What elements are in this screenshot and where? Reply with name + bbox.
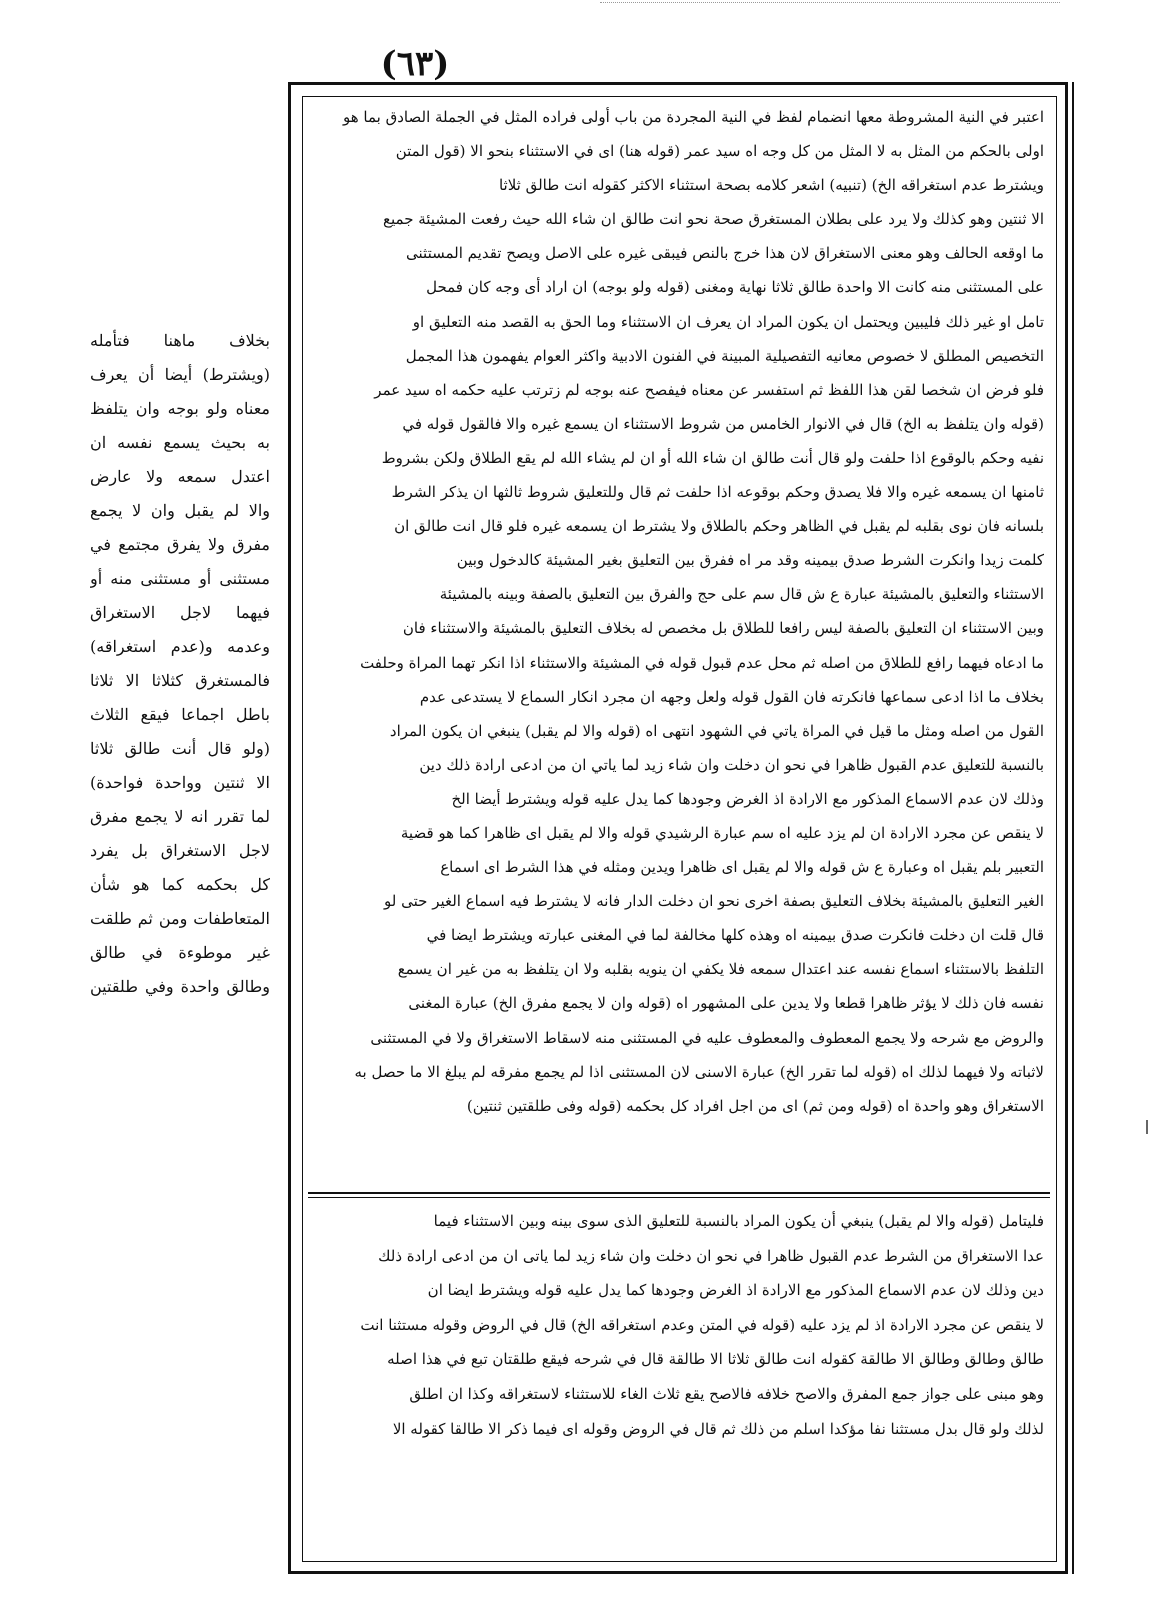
footnote-line: لذلك ولو قال بدل مستثنا نفا مؤكدا اسلم من ذلك ثم قال في الروض وقوله اى فيما ذكر الا طالقا كقوله الا <box>392 1419 1044 1438</box>
margin-line: كل بحكمه كما هو شأن <box>90 875 270 894</box>
commentary-line: بلسانه فان نوى بقلبه لم يقبل في الظاهر وحكم بالطلاق ولا يشترط ان يسمعه غيره فلو قال انت طالق ان <box>394 517 1044 536</box>
margin-line: معناه ولو بوجه وان يتلفظ <box>90 399 270 418</box>
margin-line: باطل اجماعا فيقع الثلاث <box>90 705 270 724</box>
commentary-line: ثامنها ان يسمعه غيره والا فلا يصدق وحكم بوقوعه اذا حلفت ثم قال وللتعليق شروط ثالثها ان يذكر الشرط <box>391 483 1044 502</box>
commentary-line: فلو فرض ان شخصا لقن هذا اللفظ ثم استفسر عن معناه فيفصح عنه بوجه لم زترتب عليه حكمه اه سيد عمر <box>374 380 1044 399</box>
commentary-line: الاستغراق وهو واحدة اه (قوله ومن ثم) اى من اجل افراد كل بحكمه (قوله وفى طلقتين ثنتين) <box>466 1096 1044 1115</box>
margin-line: اعتدل سمعه ولا عارض <box>90 467 270 486</box>
margin-line: لما تقرر انه لا يجمع مفرق <box>90 807 270 826</box>
margin-line: والا لم يقبل وان لا يجمع <box>90 501 270 520</box>
margin-line: (ولو قال أنت طالق ثلاثا <box>90 739 270 758</box>
commentary-line: بالنسبة للتعليق عدم القبول ظاهرا في نحو ان دخلت وان شاء زيد لما ياتي ان من ادعى ارادة ذلك دين <box>419 755 1044 774</box>
commentary-line: كلمت زيدا وانكرت الشرط صدق بيمينه وقد مر اه ففرق بين التعليق بغير المشيئة كالدخول وبين <box>456 551 1044 570</box>
margin-line: (ويشترط) أيضا أن يعرف <box>90 365 270 384</box>
commentary-line: ما اوقعه الحالف وهو معنى الاستغراق لان هذا خرج بالنص فيبقى غيره على الاصل ويصح تقديم المستثنى <box>406 244 1044 263</box>
margin-line: وعدمه و(عدم استغراقه) <box>90 637 270 656</box>
margin-line: المتعاطفات ومن ثم طلقت <box>90 909 270 928</box>
margin-matn-text <box>90 324 270 1204</box>
margin-line: فيهما لاجل الاستغراق <box>90 603 270 622</box>
scan-artifact <box>600 2 1060 11</box>
commentary-line: بخلاف ما اذا ادعى سماعها فانكرته فان القول قوله ولعل وجهه ان مجرد انكار السماع لا يستدعى عدم <box>419 687 1044 706</box>
commentary-line: ما ادعاه فيهما رافع للطلاق من اصله ثم محل عدم قبول قوله في المشيئة والاستثناء اذا انكر تهما المراة وحلفت <box>360 653 1044 672</box>
commentary-line: ويشترط عدم استغراقه الخ) (تنبيه) اشعر كلامه بصحة استثناء الاكثر كقوله انت طالق ثلاثا <box>498 176 1044 195</box>
commentary-line: وبين الاستثناء ان التعليق بالصفة ليس رافعا للطلاق بل مخصص له بخلاف التعليق بالمشيئة والاستثناء فان <box>402 619 1044 638</box>
footnote-line: طالق وطالق وطالق الا طالقة كقوله انت طالق ثلاثا الا طالقة قال في شرحه فيقع طلقتان تبع في هذا اصله <box>387 1350 1044 1369</box>
commentary-line: الاستثناء والتعليق بالمشيئة عبارة ع ش قال سم على حج والفرق بين التعليق بالصفة وبينه بالمشيئة <box>439 585 1044 604</box>
commentary-line: القول من اصله ومثل ما قيل في المراة ياتي في الشهود انتهى اه (قوله والا لم يقبل) ينبغي ان يكون المراد <box>389 721 1044 740</box>
commentary-line: التعبير بلم يقبل اه وعبارة ع ش قوله والا لم يقبل اى ظاهرا ويدين ومثله في هذا الشرط اى اسماع <box>440 858 1044 877</box>
margin-line: فالمستغرق كثلاثا الا ثلاثا <box>90 671 270 690</box>
page-edge-mark <box>1146 1120 1148 1134</box>
commentary-line: تامل او غير ذلك فليبين ويحتمل ان يكون المراد ان يعرف ان الاستثناء وما الحق به القصد منه التعليق او <box>412 312 1044 331</box>
margin-line: به بحيث يسمع نفسه ان <box>90 433 270 452</box>
section-separator <box>308 1192 1050 1198</box>
margin-line: مستثنى أو مستثنى منه أو <box>90 569 270 588</box>
commentary-line: اولى بالحكم من المثل به لا المثل من كل وجه اه سيد عمر (قوله هنا) اى في الاستثناء بنحو الا (قول المتن <box>395 142 1044 161</box>
footnote-section <box>316 1204 1044 1554</box>
margin-line: الا ثنتين وواحدة فواحدة) <box>90 773 270 792</box>
column-divider <box>1072 82 1074 1574</box>
commentary-line: لاثباته ولا فيهما لذلك اه (قوله لما تقرر الخ) عبارة الاسنى لان المستثنى اذا لم يجمع مفرقه لم يبلغ الا ما حصل به <box>354 1062 1044 1081</box>
commentary-line: (قوله وان يتلفظ به الخ) قال في الانوار الخامس من شروط الاستثناء ان يسمع غيره والا فالقول قوله في <box>402 414 1044 433</box>
commentary-line: قال قلت ان دخلت فانكرت صدق بيمينه اه وهذه كلها مخالفة لما في المغنى عبارته ويشترط ايضا في <box>426 926 1044 945</box>
commentary-line: الغير التعليق بالمشيئة بخلاف التعليق بصفة اخرى نحو ان دخلت الدار فانه لا يشترط فيه اسماع الغير حتى لو <box>384 892 1044 911</box>
footnote-line: عدا الاستغراق من الشرط عدم القبول ظاهرا في نحو ان دخلت وان شاء زيد لما ياتى ان من ادعى ارادة ذلك <box>378 1246 1044 1265</box>
commentary-line: التلفظ بالاستثناء اسماع نفسه عند اعتدال سمعه فلا يكفي ان ينويه بقلبه ولا ان يتلفظ به من غير ان يسمع <box>397 960 1044 979</box>
page-number: (٦٣) <box>380 44 450 84</box>
commentary-line: اعتبر في النية المشروطة معها انضمام لفظ في النية المجردة من باب أولى فراده المثل في الجملة الصادق بما هو <box>342 108 1044 126</box>
margin-line: بخلاف ماهنا فتأمله <box>90 331 270 350</box>
commentary-line: على المستثنى منه كانت الا واحدة طالق ثلاثا نهاية ومغنى (قوله ولو بوجه) ان اراد أى وجه كان فمحل <box>426 278 1044 297</box>
commentary-line: الا ثنتين وهو كذلك ولا يرد على بطلان المستغرق صحة نحو انت طالق ان شاء الله حيث رفعت المشيئة جميع <box>383 210 1044 229</box>
footnote-line: دين وذلك لان عدم الاسماع المذكور مع الارادة اذ الغرض وجودها كما يدل عليه قوله ويشترط ايضا ان <box>427 1281 1044 1300</box>
commentary-line: لا ينقص عن مجرد الارادة ان لم يزد عليه اه سم عبارة الرشيدي قوله والا لم يقبل اى ظاهرا كما هو قضية <box>400 823 1044 842</box>
commentary-line: نفسه فان ذلك لا يؤثر ظاهرا قطعا ولا يدين على المشهور اه (قوله وان لا يجمع مفرق الخ) عبارة المغنى <box>408 994 1044 1013</box>
commentary-line: نفيه وحكم بالوقوع اذا حلفت ولو قال أنت طالق ان شاء الله أو ان لم يشاء الله لم يقع الطلاق ولكن بشروط <box>381 448 1044 467</box>
main-commentary <box>316 100 1044 1186</box>
margin-line: لاجل الاستغراق بل يفرد <box>90 841 270 860</box>
footnote-line: فليتامل (قوله والا لم يقبل) ينبغي أن يكون المراد بالنسبة للتعليق الذى سوى بينه وبين الاستثناء فيما <box>433 1212 1044 1230</box>
commentary-line: التخصيص المطلق لا خصوص معانيه التفصيلية المبينة في الفنون الادبية واكثر العوام يفهمون هذا المجمل <box>405 346 1044 365</box>
footnote-line: وهو مبنى على جواز جمع المفرق والاصح خلافه فالاصح يقع ثلاث الغاء للاستثناء لاستغراقه وكذا ان اطلق <box>409 1384 1044 1403</box>
commentary-line: والروض مع شرحه ولا يجمع المعطوف والمعطوف عليه في المستثنى منه لاسقاط الاستغراق ولا في المستثنى <box>370 1028 1044 1047</box>
margin-line: وطالق واحدة وفي طلقتين <box>90 977 270 996</box>
commentary-line: وذلك لان عدم الاسماع المذكور مع الارادة اذ الغرض وجودها كما يدل عليه قوله ويشترط أيضا الخ <box>451 789 1044 808</box>
margin-line: غير موطوءة في طالق <box>90 943 270 962</box>
margin-line: مفرق ولا يفرق مجتمع في <box>90 535 270 554</box>
footnote-line: لا ينقص عن مجرد الارادة اذ لم يزد عليه (قوله في المتن وعدم استغراقه الخ) قال في الروض وقوله مستثنا انت <box>360 1315 1044 1334</box>
